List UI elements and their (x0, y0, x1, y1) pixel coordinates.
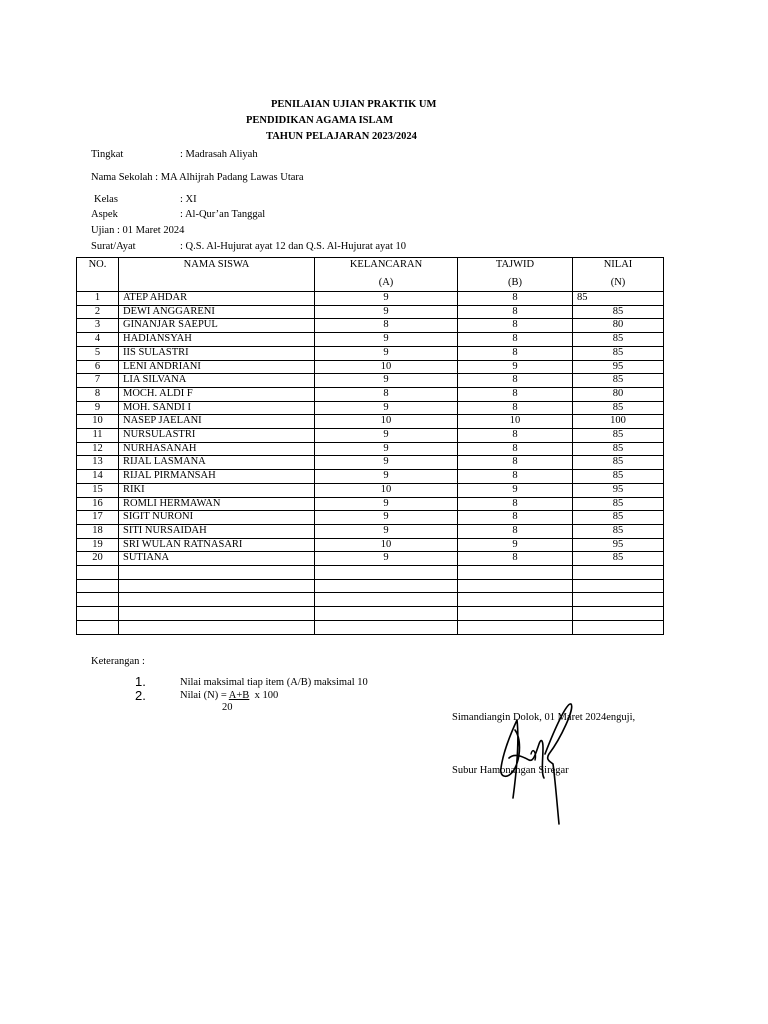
cell-nilai: 85 (573, 374, 664, 388)
cell-kelancaran: 10 (315, 415, 458, 429)
title-line-1: PENILAIAN UJIAN PRAKTIK UM (271, 99, 437, 110)
cell-kelancaran: 10 (315, 483, 458, 497)
cell-kelancaran: 10 (315, 538, 458, 552)
cell-nama: SITI NURSAIDAH (119, 524, 315, 538)
signature-name: Subur Hamonangan Siregar (452, 765, 569, 776)
keterangan-label: Keterangan : (91, 656, 145, 667)
empty-cell (573, 620, 664, 634)
tingkat-label: Tingkat (91, 149, 124, 160)
cell-kelancaran: 9 (315, 511, 458, 525)
cell-no: 1 (77, 292, 119, 306)
cell-kelancaran: 10 (315, 360, 458, 374)
empty-cell (119, 593, 315, 607)
cell-no: 9 (77, 401, 119, 415)
table-row (77, 346, 664, 360)
handwritten-signature (495, 698, 585, 830)
table-row (77, 319, 664, 333)
table-row (77, 360, 664, 374)
table-row (77, 470, 664, 484)
aspek-label: Aspek (91, 209, 118, 220)
cell-nama: NURSULASTRI (119, 429, 315, 443)
cell-tajwid: 8 (458, 346, 573, 360)
empty-cell (458, 566, 573, 580)
table-row (77, 511, 664, 525)
cell-kelancaran: 9 (315, 552, 458, 566)
empty-cell (315, 566, 458, 580)
cell-no: 4 (77, 333, 119, 347)
cell-tajwid: 8 (458, 292, 573, 306)
table-row (77, 442, 664, 456)
title-line-3: TAHUN PELAJARAN 2023/2024 (266, 131, 417, 142)
cell-nama: RIKI (119, 483, 315, 497)
keterangan-item-2-number: 2. (135, 688, 146, 703)
cell-nama: ATEP AHDAR (119, 292, 315, 306)
cell-kelancaran: 9 (315, 292, 458, 306)
kelas-label: Kelas (94, 194, 118, 205)
header-kelancaran: KELANCARAN (315, 258, 458, 278)
table-row (77, 387, 664, 401)
nama-sekolah: Nama Sekolah : MA Alhijrah Padang Lawas Utara (91, 172, 304, 183)
cell-tajwid: 8 (458, 511, 573, 525)
empty-cell (315, 593, 458, 607)
cell-kelancaran: 9 (315, 470, 458, 484)
cell-tajwid: 8 (458, 319, 573, 333)
score-table-body (77, 292, 664, 635)
cell-nama: ROMLI HERMAWAN (119, 497, 315, 511)
empty-cell (77, 607, 119, 621)
empty-row (77, 620, 664, 634)
cell-kelancaran: 8 (315, 319, 458, 333)
keterangan-item-1: Nilai maksimal tiap item (A/B) maksimal 10 (180, 677, 368, 688)
cell-kelancaran: 9 (315, 401, 458, 415)
table-row (77, 401, 664, 415)
cell-nilai: 85 (573, 305, 664, 319)
cell-tajwid: 9 (458, 483, 573, 497)
cell-nilai: 85 (573, 511, 664, 525)
table-row (77, 374, 664, 388)
cell-tajwid: 8 (458, 524, 573, 538)
tingkat-value: : Madrasah Aliyah (180, 149, 258, 160)
cell-nilai: 100 (573, 415, 664, 429)
keterangan-item-2 (180, 690, 278, 701)
cell-kelancaran: 9 (315, 456, 458, 470)
cell-nilai: 85 (573, 552, 664, 566)
cell-tajwid: 8 (458, 305, 573, 319)
title-line-2: PENDIDIKAN AGAMA ISLAM (246, 115, 394, 126)
cell-nilai: 85 (573, 470, 664, 484)
empty-cell (573, 593, 664, 607)
cell-nilai: 95 (573, 360, 664, 374)
empty-row (77, 607, 664, 621)
cell-no: 6 (77, 360, 119, 374)
empty-cell (119, 566, 315, 580)
header-nilai-sub: (N) (573, 277, 664, 292)
empty-cell (119, 607, 315, 621)
cell-tajwid: 9 (458, 360, 573, 374)
table-row (77, 305, 664, 319)
header-nama-sub (119, 277, 315, 292)
score-table (76, 257, 664, 635)
empty-cell (458, 579, 573, 593)
table-row (77, 538, 664, 552)
cell-tajwid: 8 (458, 387, 573, 401)
kelas-value: : XI (180, 194, 197, 205)
cell-nilai: 85 (573, 292, 664, 306)
cell-tajwid: 8 (458, 401, 573, 415)
cell-kelancaran: 9 (315, 374, 458, 388)
cell-kelancaran: 9 (315, 429, 458, 443)
table-row (77, 497, 664, 511)
cell-tajwid: 8 (458, 429, 573, 443)
cell-no: 16 (77, 497, 119, 511)
cell-no: 7 (77, 374, 119, 388)
cell-no: 20 (77, 552, 119, 566)
aspek-value: : Al-Qur’an Tanggal (180, 209, 266, 220)
cell-no: 19 (77, 538, 119, 552)
empty-cell (119, 579, 315, 593)
cell-kelancaran: 9 (315, 524, 458, 538)
cell-nama: IIS SULASTRI (119, 346, 315, 360)
empty-cell (77, 566, 119, 580)
table-row (77, 552, 664, 566)
cell-no: 14 (77, 470, 119, 484)
cell-tajwid: 8 (458, 456, 573, 470)
cell-nilai: 80 (573, 319, 664, 333)
table-row (77, 333, 664, 347)
header-tajwid: TAJWID (458, 258, 573, 278)
cell-nama: LENI ANDRIANI (119, 360, 315, 374)
empty-cell (458, 607, 573, 621)
cell-nama: SIGIT NURONI (119, 511, 315, 525)
ujian-date: Ujian : 01 Maret 2024 (91, 225, 185, 236)
formula-numerator: A+B (228, 690, 250, 701)
cell-tajwid: 8 (458, 470, 573, 484)
empty-cell (119, 620, 315, 634)
table-row (77, 524, 664, 538)
cell-nama: HADIANSYAH (119, 333, 315, 347)
cell-tajwid: 8 (458, 552, 573, 566)
cell-nama: SRI WULAN RATNASARI (119, 538, 315, 552)
cell-nilai: 85 (573, 429, 664, 443)
empty-row (77, 593, 664, 607)
cell-tajwid: 8 (458, 497, 573, 511)
cell-nama: DEWI ANGGARENI (119, 305, 315, 319)
header-nilai: NILAI (573, 258, 664, 278)
cell-nama: MOH. SANDI I (119, 401, 315, 415)
formula-denominator: 20 (222, 702, 233, 713)
cell-nilai: 85 (573, 346, 664, 360)
table-row (77, 456, 664, 470)
header-no: NO. (77, 258, 119, 278)
cell-nilai: 85 (573, 456, 664, 470)
header-nama: NAMA SISWA (119, 258, 315, 278)
header-no-sub (77, 277, 119, 292)
empty-row (77, 579, 664, 593)
cell-no: 15 (77, 483, 119, 497)
cell-kelancaran: 9 (315, 497, 458, 511)
cell-nilai: 85 (573, 333, 664, 347)
cell-tajwid: 8 (458, 442, 573, 456)
cell-nilai: 85 (573, 442, 664, 456)
table-row (77, 483, 664, 497)
empty-cell (77, 579, 119, 593)
table-row (77, 292, 664, 306)
cell-nilai: 95 (573, 483, 664, 497)
empty-cell (458, 593, 573, 607)
surat-label: Surat/Ayat (91, 241, 136, 252)
empty-cell (77, 620, 119, 634)
empty-cell (315, 620, 458, 634)
cell-no: 5 (77, 346, 119, 360)
header-tajwid-sub: (B) (458, 277, 573, 292)
cell-nilai: 85 (573, 524, 664, 538)
table-row (77, 429, 664, 443)
header-kelancaran-sub: (A) (315, 277, 458, 292)
cell-no: 11 (77, 429, 119, 443)
cell-no: 3 (77, 319, 119, 333)
empty-cell (77, 593, 119, 607)
cell-tajwid: 9 (458, 538, 573, 552)
cell-tajwid: 8 (458, 374, 573, 388)
cell-kelancaran: 9 (315, 442, 458, 456)
empty-cell (315, 607, 458, 621)
cell-nama: MOCH. ALDI F (119, 387, 315, 401)
formula-suffix: x 100 (249, 690, 279, 701)
empty-cell (315, 579, 458, 593)
cell-kelancaran: 8 (315, 387, 458, 401)
empty-cell (573, 566, 664, 580)
cell-no: 18 (77, 524, 119, 538)
empty-row (77, 566, 664, 580)
cell-no: 17 (77, 511, 119, 525)
cell-nilai: 80 (573, 387, 664, 401)
empty-cell (458, 620, 573, 634)
signature-place-date: Simandiangin Dolok, 01 Maret 2024enguji, (452, 712, 636, 723)
cell-nilai: 95 (573, 538, 664, 552)
cell-nama: RIJAL PIRMANSAH (119, 470, 315, 484)
cell-nama: LIA SILVANA (119, 374, 315, 388)
cell-nama: NURHASANAH (119, 442, 315, 456)
keterangan-item-1-number: 1. (135, 674, 146, 689)
table-row (77, 415, 664, 429)
cell-nama: SUTIANA (119, 552, 315, 566)
cell-nilai: 85 (573, 401, 664, 415)
cell-nilai: 85 (573, 497, 664, 511)
cell-no: 12 (77, 442, 119, 456)
cell-kelancaran: 9 (315, 305, 458, 319)
cell-kelancaran: 9 (315, 346, 458, 360)
cell-tajwid: 8 (458, 333, 573, 347)
cell-tajwid: 10 (458, 415, 573, 429)
formula-prefix: Nilai (N) = (180, 690, 229, 701)
empty-cell (573, 607, 664, 621)
cell-nama: GINANJAR SAEPUL (119, 319, 315, 333)
cell-kelancaran: 9 (315, 333, 458, 347)
cell-nama: RIJAL LASMANA (119, 456, 315, 470)
cell-no: 2 (77, 305, 119, 319)
surat-value: : Q.S. Al-Hujurat ayat 12 dan Q.S. Al-Hujurat ayat 10 (180, 241, 407, 252)
cell-no: 8 (77, 387, 119, 401)
cell-no: 13 (77, 456, 119, 470)
empty-cell (573, 579, 664, 593)
cell-nama: NASEP JAELANI (119, 415, 315, 429)
cell-no: 10 (77, 415, 119, 429)
